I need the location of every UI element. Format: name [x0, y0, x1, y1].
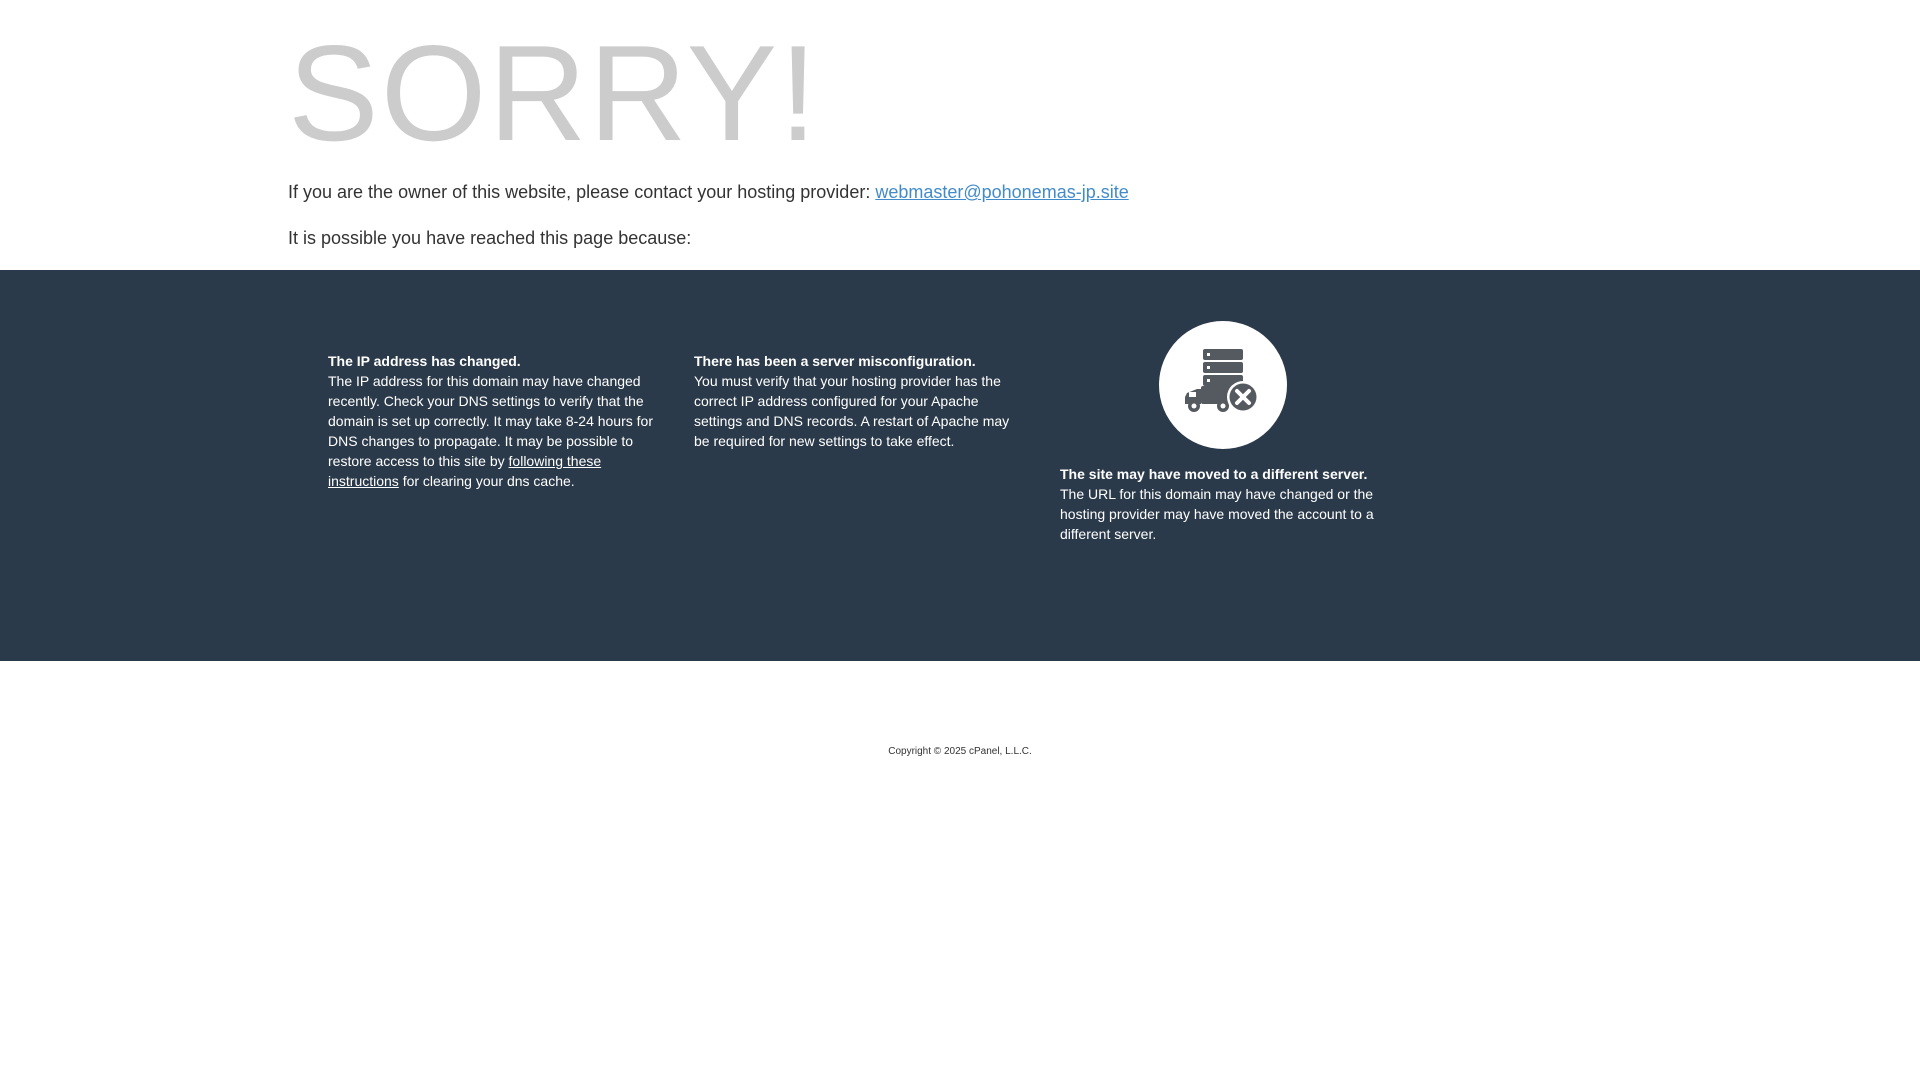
contact-prefix: If you are the owner of this website, please contact your hosting provider:	[288, 182, 876, 202]
reason-title: There has been a server misconfiguration.	[694, 353, 976, 369]
reasons-band	[0, 270, 1920, 661]
server-error-icon-graphic	[1183, 349, 1263, 421]
reason-ip-changed	[328, 351, 658, 491]
reason-title: The site may have moved to a different server.	[1060, 466, 1368, 482]
header-section	[0, 0, 1920, 270]
reason-text-part: for clearing your dns cache.	[398, 473, 575, 489]
server-error-icon	[1159, 321, 1287, 449]
reason-text-part: The IP address for this domain may have changed recently. Check your DNS settings to verify that the domain is set up correctly. It may take 8-24 hours for DNS changes to propagate. It may be possible to restore access to this site by	[328, 373, 653, 469]
reason-title: The IP address has changed.	[328, 353, 521, 369]
reason-text	[328, 371, 658, 491]
reason-intro: It is possible you have reached this page because:	[288, 228, 692, 248]
reason-moved-server	[1060, 464, 1390, 544]
contact-email-link[interactable]: webmaster@pohonemas-jp.site	[875, 182, 1129, 202]
reason-misconfiguration	[694, 351, 1024, 451]
reason-text: The URL for this domain may have changed or the hosting provider may have moved the account to a different server.	[1060, 486, 1374, 542]
reason-text: You must verify that your hosting provider has the correct IP address configured for your Apache settings and DNS records. A restart of Apache may be required for new settings to take effect.	[694, 373, 1010, 449]
footer-copyright: Copyright © 2025 cPanel, L.L.C.	[888, 746, 1032, 757]
instructions-link[interactable]: following these instructions	[328, 453, 602, 489]
contact-line	[288, 180, 1129, 204]
page-title: SORRY!	[288, 17, 819, 169]
